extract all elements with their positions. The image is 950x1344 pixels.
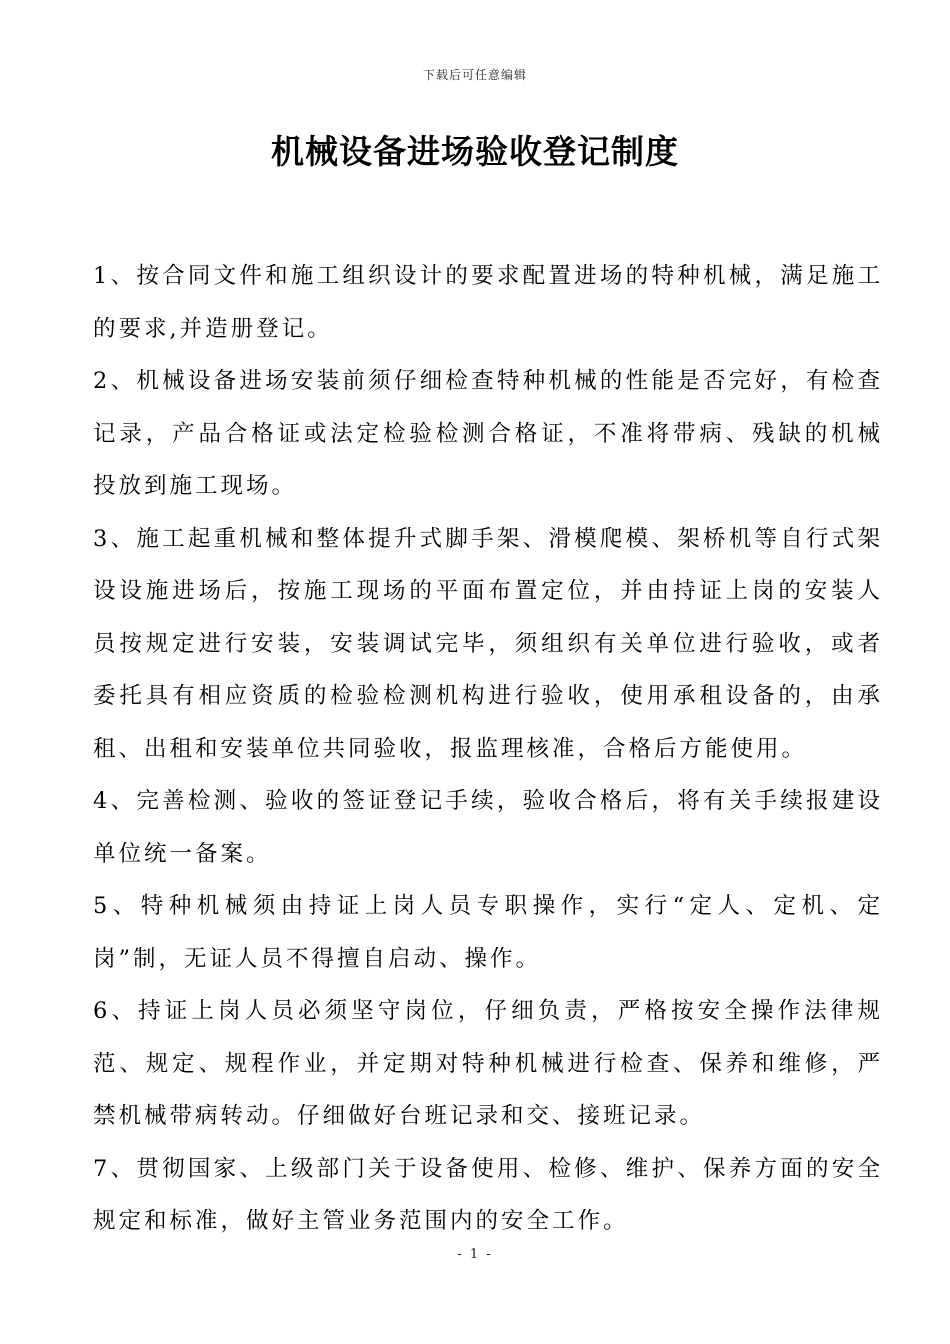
document-title: 机械设备进场验收登记制度: [271, 132, 679, 171]
paragraph-6: 6、持证上岗人员必须坚守岗位，仔细负责，严格按安全操作法律规范、规定、规程作业，并定期对特种机械进行检查、保养和维修，严禁机械带病转动。仔细做好台班记录和交、接班记录。: [93, 998, 883, 1129]
paragraph-3: 3、施工起重机械和整体提升式脚手架、滑模爬模、架桥机等自行式架设设施进场后，按施工现场的平面布置定位，并由持证上岗的安装人员按规定进行安装，安装调试完毕，须组织有关单位进行验收，或者委托具有相应资质的检验检测机构进行验收，使用承租设备的，由承租、出租和安装单位共同验收，报监理核准，合格后方能使用。: [93, 525, 883, 762]
paragraph-7: 7、贯彻国家、上级部门关于设备使用、检修、维护、保养方面的安全规定和标准，做好主管业务范围内的安全工作。: [93, 1155, 883, 1234]
paragraph-4: 4、完善检测、验收的签证登记手续，验收合格后，将有关手续报建设单位统一备案。: [93, 788, 883, 867]
paragraph-2: 2、机械设备进场安装前须仔细检查特种机械的性能是否完好，有检查记录，产品合格证或法定检验检测合格证，不准将带病、残缺的机械投放到施工现场。: [93, 368, 883, 499]
header-note: 下载后可任意编辑: [422, 68, 527, 82]
document-body: [93, 250, 883, 1248]
paragraph-1: 1、按合同文件和施工组织设计的要求配置进场的特种机械，满足施工的要求,并造册登记。: [93, 263, 883, 342]
page-number: - 1 -: [457, 1247, 493, 1262]
paragraph-5: 5、特种机械须由持证上岗人员专职操作，实行“定人、定机、定岗”制，无证人员不得擅自启动、操作。: [93, 893, 883, 972]
